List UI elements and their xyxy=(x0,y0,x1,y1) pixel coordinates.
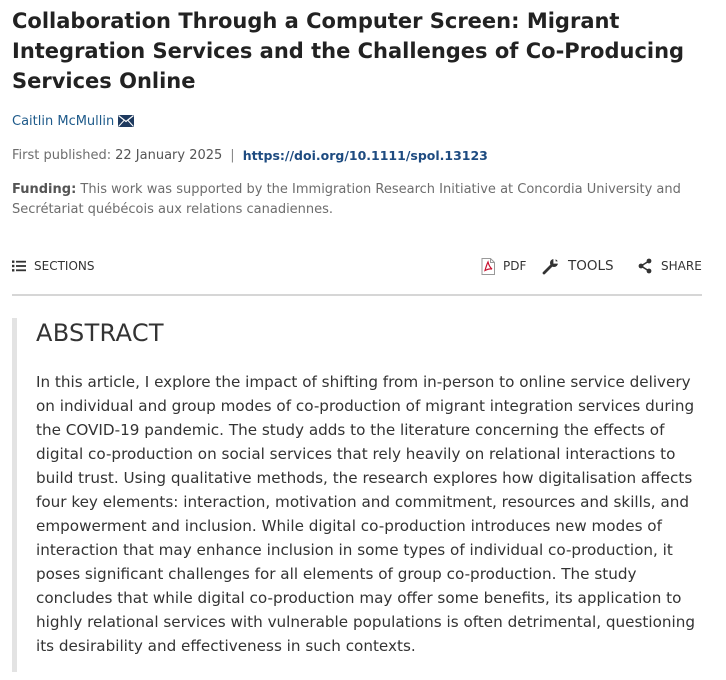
share-label: SHARE xyxy=(661,259,702,273)
share-button[interactable] xyxy=(637,254,702,278)
sections-label: SECTIONS xyxy=(34,259,95,273)
sections-button[interactable] xyxy=(12,254,95,278)
abstract-heading: ABSTRACT xyxy=(36,319,164,347)
divider xyxy=(12,294,702,296)
publication-info xyxy=(12,145,488,165)
share-icon xyxy=(637,258,653,274)
tools-label: TOOLS xyxy=(568,258,614,274)
author-link[interactable]: Caitlin McMullin xyxy=(12,113,115,129)
first-published-date: 22 January 2025 xyxy=(115,147,223,163)
mail-icon[interactable] xyxy=(118,115,134,127)
article-title: Collaboration Through a Computer Screen: Migrant Integration Services and the Challenges of Co-Producing Services Online xyxy=(12,9,685,93)
abstract-section xyxy=(12,318,707,672)
first-published-label: First published: xyxy=(12,147,112,163)
separator: | xyxy=(230,147,235,163)
article-toolbar xyxy=(12,254,702,278)
tools-button[interactable] xyxy=(542,254,614,278)
wrench-icon xyxy=(542,257,560,275)
funding-label: Funding: xyxy=(12,182,77,197)
funding-text: This work was supported by the Immigration Research Initiative at Concordia University and Secrétariat québécois aux relations canadiennes. xyxy=(12,182,681,217)
pdf-button[interactable] xyxy=(481,254,526,278)
pdf-label: PDF xyxy=(503,259,527,273)
pdf-icon xyxy=(481,258,495,275)
doi-link[interactable]: https://doi.org/10.1111/spol.13123 xyxy=(242,147,488,163)
abstract-text: In this article, I explore the impact of shifting from in-person to online service delivery on individual and group modes of co-production of migrant integration services during the COVID-19 pandemic. The study adds to the literature concerning the effects of digital co-production on social services that rely heavily on relational interactions to build trust. Using qualitative methods, the research explores how digitalisation affects four key elements: interaction, motivation and commitment, resources and skills, and empowerment and inclusion. While digital co-production introduces new modes of interaction that may enhance inclusion in some types of individual co-production, it poses significant challenges for all elements of group co-production. The study concludes that while digital co-production may offer some benefits, its application to highly relational services with vulnerable populations is often detrimental, questioning its desirability and effectiveness in such contexts. xyxy=(36,373,695,655)
author-row xyxy=(12,111,134,131)
list-icon xyxy=(12,260,26,272)
funding-statement xyxy=(12,180,712,220)
